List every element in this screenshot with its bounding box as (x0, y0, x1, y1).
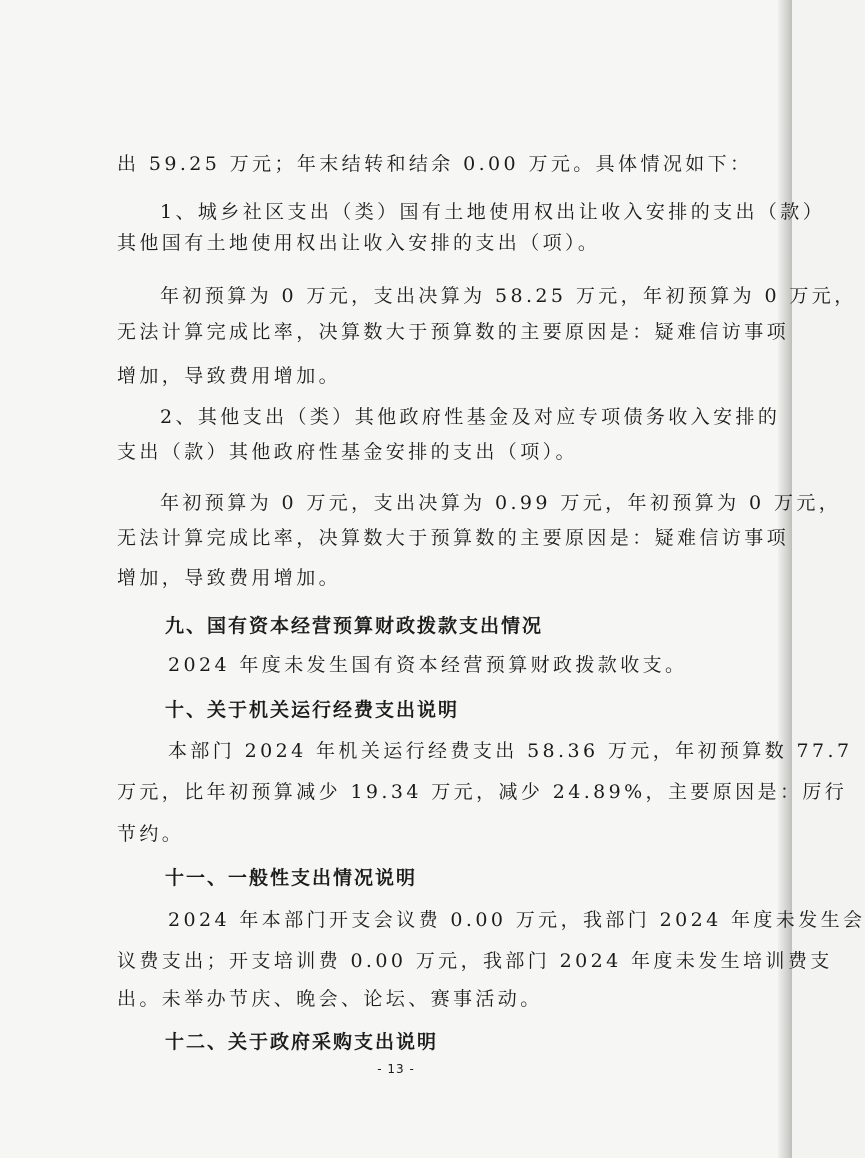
body-line: 万元，比年初预算减少 19.34 万元，减少 24.89%，主要原因是：厉行 (117, 781, 848, 803)
body-line: 增加，导致费用增加。 (117, 365, 342, 387)
section-heading-10: 十、关于机关运行经费支出说明 (165, 699, 460, 721)
body-line: 出 59.25 万元；年末结转和结余 0.00 万元。具体情况如下： (117, 153, 753, 175)
item-1-title-cont: 其他国有土地使用权出让收入安排的支出（项）。 (117, 232, 601, 254)
body-line: 增加，导致费用增加。 (117, 567, 342, 589)
section-heading-12: 十二、关于政府采购支出说明 (165, 1031, 439, 1053)
section-heading-11: 十一、一般性支出情况说明 (165, 867, 418, 889)
item-2-title: 2、其他支出（类）其他政府性基金及对应专项债务收入安排的 (160, 406, 781, 428)
body-line: 议费支出；开支培训费 0.00 万元，我部门 2024 年度未发生培训费支 (117, 950, 833, 972)
body-line: 年初预算为 0 万元，支出决算为 58.25 万元，年初预算为 0 万元， (160, 285, 857, 307)
body-line: 节约。 (117, 823, 185, 845)
body-line: 出。未举办节庆、晚会、论坛、赛事活动。 (117, 988, 543, 1010)
item-1-title: 1、城乡社区支出（类）国有土地使用权出让收入安排的支出（款） (160, 201, 826, 223)
body-line: 年初预算为 0 万元，支出决算为 0.99 万元，年初预算为 0 万元， (160, 492, 842, 514)
page-number: - 13 - (377, 1062, 415, 1076)
item-2-title-cont: 支出（款）其他政府性基金安排的支出（项）。 (117, 441, 578, 463)
body-line: 无法计算完成比率，决算数大于预算数的主要原因是：疑难信访事项 (117, 321, 790, 343)
body-line: 本部门 2024 年机关运行经费支出 58.36 万元，年初预算数 77.7 (168, 740, 853, 762)
body-line: 2024 年本部门开支会议费 0.00 万元，我部门 2024 年度未发生会 (168, 909, 865, 931)
scan-edge-shadow (778, 0, 792, 1158)
body-line: 无法计算完成比率，决算数大于预算数的主要原因是：疑难信访事项 (117, 527, 790, 549)
section-heading-9: 九、国有资本经营预算财政拨款支出情况 (165, 615, 544, 637)
body-line: 2024 年度未发生国有资本经营预算财政拨款收支。 (168, 654, 688, 676)
